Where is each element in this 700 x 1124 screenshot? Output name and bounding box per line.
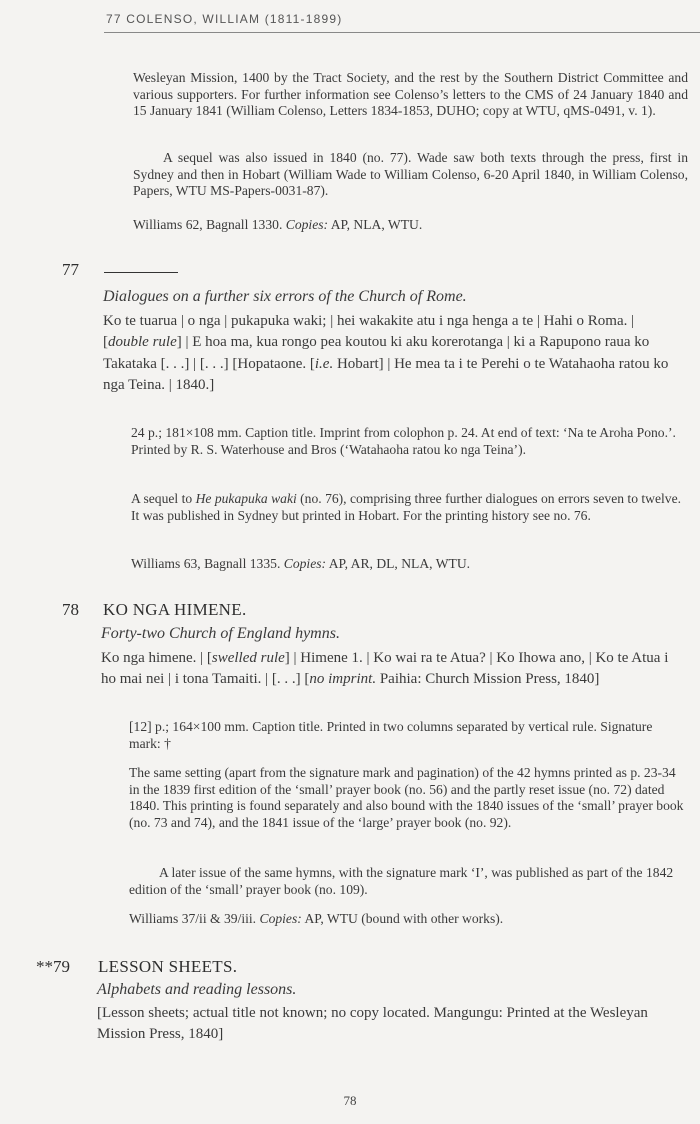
intro-text-2: A sequel was also issued in 1840 (no. 77). Wade saw both texts through the press, first in Sydney and then in Hobart (William Wade to William Colenso, 6-20 April 1840, in William Colenso, Papers, WTU MS-Papers-0031-87).	[133, 150, 688, 199]
entry-77-transcription-part-2: ] | E hoa ma, kua rongo pea koutou ki aku korerotanga | ki a Rapupono raua ko Takataka [. . .] | [. . .] [Hopataone. [	[103, 334, 650, 372]
intro-copies-label: Copies:	[285, 217, 329, 232]
header-rule	[104, 32, 700, 33]
entry-77-note-text-a: A sequel to	[131, 491, 196, 506]
entry-78-note-1-text: The same setting (apart from the signature mark and pagination) of the 42 hymns printed as p. 23-34 in the 1839 first edition of the ‘small’ prayer book (no. 56) and the partly reset issue (no. 72) dated 1840. This printing is found separately and also bound with the 1840 issues of the ‘small’ prayer book (no. 73 and 74), and the 1841 issue of the ‘large’ prayer book (no. 92).	[129, 765, 684, 830]
entry-77-title-dash	[104, 272, 178, 273]
entry-79-number: **79	[36, 957, 70, 976]
intro-references	[133, 217, 688, 234]
entry-78-references	[129, 911, 685, 928]
entry-77-transcription-italic-1: double rule	[108, 334, 177, 351]
intro-copies-list: AP, NLA, WTU.	[330, 217, 423, 232]
entry-77-physical-description	[131, 425, 686, 458]
entry-77-note-italic: He pukapuka waki	[195, 491, 297, 506]
entry-78-transcription-italic-1: swelled rule	[211, 650, 285, 666]
entry-78-heading: KO NGA HIMENE.	[103, 600, 247, 619]
entry-78-note-1	[129, 765, 685, 831]
running-header: 77 COLENSO, WILLIAM (1811-1899)	[106, 12, 343, 26]
page-number: 78	[343, 1093, 357, 1108]
entry-78-transcription	[101, 648, 686, 691]
entry-78-refs-text: Williams 37/ii & 39/iii.	[129, 911, 257, 926]
entry-77-copies-label: Copies:	[283, 556, 327, 571]
intro-refs-text: Williams 62, Bagnall 1330.	[133, 217, 283, 232]
entry-78-transcription-part-1: Ko nga himene. | [	[101, 650, 212, 666]
entry-78-copies-list: AP, WTU (bound with other works).	[304, 911, 504, 926]
entry-78-transcription-part-2: ] | Himene 1. | Ko wai ra te Atua? | Ko Ihowa ano, | Ko te Atua i ho mai nei | i tona Tamaiti. | [. . .] [	[101, 650, 669, 688]
entry-77-desc-text: 24 p.; 181×108 mm. Caption title. Imprint from colophon p. 24. At end of text: ‘Na te Aroha Pono.’. Printed by R. S. Waterhouse and Bros (‘Watahaoha ratou ko nga Teina’).	[131, 425, 676, 457]
entry-78-desc-text: [12] p.; 164×100 mm. Caption title. Printed in two columns separated by vertical rule. Signature mark: †	[129, 719, 653, 751]
intro-paragraph-1	[133, 70, 688, 120]
entry-77-transcription-part-3: Hobart] | He mea ta i te Perehi o te Watahaoha ratou ko nga Teina. | 1840.]	[103, 355, 669, 393]
entry-77-transcription-part-1: Ko te tuarua | o nga | pukapuka waki; | hei wakakite atu i nga henga a te | Hahi o Roma. | [	[103, 313, 635, 351]
intro-paragraph-2	[133, 150, 688, 200]
entry-78-copies-label: Copies:	[259, 911, 302, 926]
entry-77-transcription-italic-2: i.e.	[314, 355, 334, 372]
entry-78-note-2	[129, 865, 685, 898]
entry-77-note	[131, 491, 686, 524]
entry-77-copies-list: AP, AR, DL, NLA, WTU.	[328, 556, 471, 571]
entry-78-transcription-part-3: Paihia: Church Mission Press, 1840]	[376, 671, 600, 688]
entry-78-physical-description	[129, 719, 685, 752]
entry-79-heading: LESSON SHEETS.	[98, 957, 238, 976]
intro-text-1: Wesleyan Mission, 1400 by the Tract Society, and the rest by the Southern District Committee and various supporters. For further information see Colenso’s letters to the CMS of 24 January 1840 and 15 January 1841 (William Colenso, Letters 1834-1853, DUHO; copy at WTU, qMS-0491, v. 1).	[133, 70, 688, 119]
entry-77-subtitle: Dialogues on a further six errors of the Church of Rome.	[103, 288, 467, 305]
entry-77-number: 77	[62, 260, 79, 279]
entry-77-note-text-b: (no. 76), comprising three further dialogues on errors seven to twelve. It was published in Sydney but printed in Hobart. For the printing history see no. 76.	[131, 491, 682, 523]
entry-77-references	[131, 556, 686, 573]
entry-79-transcription-text: [Lesson sheets; actual title not known; no copy located. Mangungu: Printed at the Wesleyan Mission Press, 1840]	[97, 1005, 648, 1043]
entry-79-transcription	[97, 1003, 687, 1046]
entry-79-subtitle: Alphabets and reading lessons.	[97, 981, 297, 998]
entry-78-subtitle: Forty-two Church of England hymns.	[101, 625, 340, 642]
entry-78-note-2-text: A later issue of the same hymns, with the signature mark ‘I’, was published as part of the 1842 edition of the ‘small’ prayer book (no. 109).	[129, 865, 674, 897]
entry-78-number: 78	[62, 600, 79, 619]
entry-77-refs-text: Williams 63, Bagnall 1335.	[131, 556, 281, 571]
entry-77-transcription	[103, 311, 683, 396]
entry-78-transcription-italic-2: no imprint.	[309, 671, 377, 688]
